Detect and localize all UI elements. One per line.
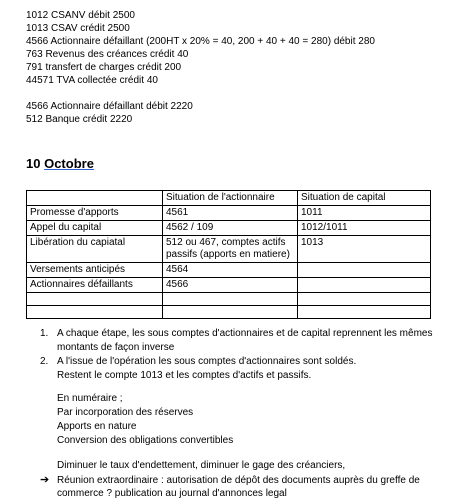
text-line: Par incorporation des réserves: [57, 407, 194, 418]
table-cell: 512 ou 467, comptes actifs passifs (apports en matiere): [163, 236, 298, 263]
journal-line: 44571 TVA collectée crédit 40: [26, 75, 158, 86]
text-line: Conversion des obligations convertibles: [57, 435, 234, 446]
table-row: [27, 306, 431, 319]
table-cell: Appel du capital: [27, 221, 163, 236]
table-cell: [298, 306, 431, 319]
list-item-number: 1.: [40, 328, 49, 339]
table-row: [27, 236, 431, 263]
table-header-row: [27, 191, 431, 206]
table-cell: [163, 306, 298, 319]
journal-line: 1012 CSANV débit 2500: [26, 10, 135, 21]
table-cell: 4566: [163, 278, 298, 293]
table-cell: 4562 / 109: [163, 221, 298, 236]
list-item: [40, 355, 440, 369]
list-item-text: A chaque étape, les sous comptes d'actionnaires et de capital reprennent les mêmes montants de façon inverse: [57, 328, 433, 353]
text-line: Diminuer le taux d'endettement, diminuer le gage des créanciers,: [57, 460, 346, 471]
table-row: [27, 293, 431, 306]
heading-month: Octobre: [44, 156, 94, 171]
list-item-number: 2.: [40, 356, 49, 367]
table-cell: Actionnaires défaillants: [27, 278, 163, 293]
text-line: Apports en nature: [57, 421, 137, 432]
table-row: [27, 206, 431, 221]
table-cell: Libération du capiatal: [27, 236, 163, 263]
table-header-cell: Situation de capital: [298, 191, 431, 206]
arrow-bullet-item: [40, 474, 445, 500]
section-heading: [26, 156, 94, 171]
journal-line: 763 Revenus des créances crédit 40: [26, 49, 189, 60]
table-header-cell: Situation de l'actionnaire: [163, 191, 298, 206]
text-line: Restent le compte 1013 et les comptes d'actifs et passifs.: [57, 370, 312, 381]
table-cell: [298, 278, 431, 293]
table-cell: Promesse d'apports: [27, 206, 163, 221]
table-cell: 1011: [298, 206, 431, 221]
journal-line: 4566 Actionnaire défaillant débit 2220: [26, 101, 193, 112]
journal-line: 1013 CSAV crédit 2500: [26, 23, 130, 34]
table-cell: Versements anticipés: [27, 263, 163, 278]
table-row: [27, 263, 431, 278]
table-cell: [163, 293, 298, 306]
list-item: [40, 327, 440, 355]
table-cell: [27, 306, 163, 319]
text-line: En numéraire ;: [57, 393, 123, 404]
heading-day: 10: [26, 156, 41, 171]
numbered-list: [40, 327, 440, 369]
arrow-bullet-text: Réunion extraordinaire : autorisation de dépôt des documents auprès du greffe de commerce ? publication au journal d'annonces legal: [57, 475, 420, 499]
list-item-text: A l'issue de l'opération les sous comptes d'actionnaires sont soldés.: [57, 356, 357, 367]
table-row: [27, 221, 431, 236]
table-cell: 1013: [298, 236, 431, 263]
journal-line: 791 transfert de charges crédit 200: [26, 62, 182, 73]
table-header-cell: [27, 191, 163, 206]
accounts-table: [26, 190, 431, 319]
journal-line: 4566 Actionnaire défaillant (200HT x 20% = 40, 200 + 40 + 40 = 280) débit 280: [26, 36, 375, 47]
table-cell: 1012/1011: [298, 221, 431, 236]
journal-line: 512 Banque crédit 2220: [26, 114, 133, 125]
table-cell: 4564: [163, 263, 298, 278]
arrow-right-icon: ➔: [40, 474, 50, 486]
table-cell: [298, 263, 431, 278]
table-row: [27, 278, 431, 293]
table-cell: [27, 293, 163, 306]
table-cell: 4561: [163, 206, 298, 221]
table-cell: [298, 293, 431, 306]
